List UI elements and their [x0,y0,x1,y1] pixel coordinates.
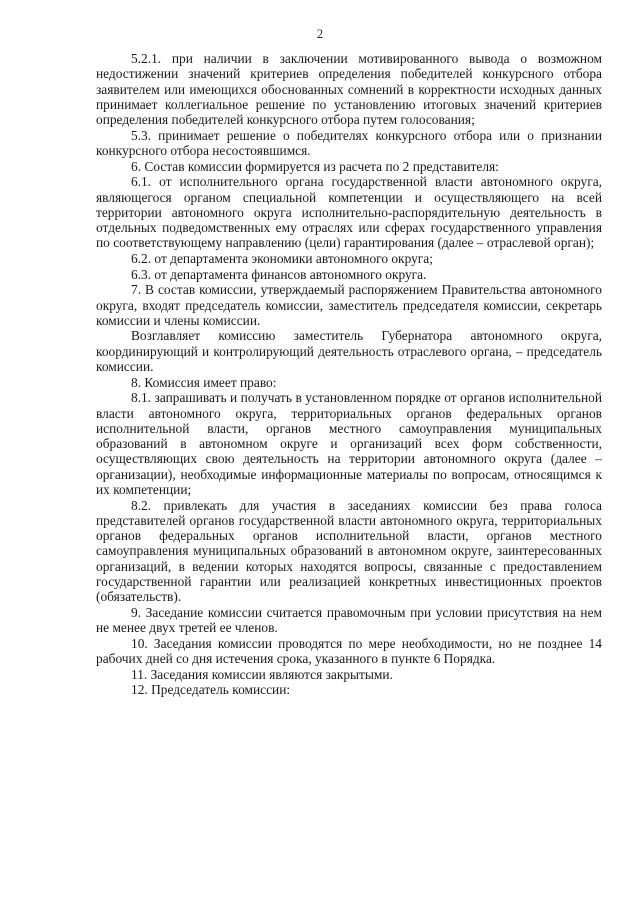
paragraph-11: 11. Заседания комиссии являются закрытыми. [131,666,393,682]
paragraph-9: 9. Заседание комиссии считается правомочным при условии присутствия на нем не менее двух третей ее членов. [96,604,602,636]
paragraph-7: 7. В состав комиссии, утверждаемый распоряжением Правительства автономного округа, входят председатель комиссии, заместитель председателя комиссии, секретарь комиссии и члены комиссии. [96,282,602,328]
paragraph-8-1: 8.1. запрашивать и получать в установленном порядке от органов исполнительной власти автономного округа, территориальных органов федеральных органов исполнительной власти, органов местного самоуправления муниципальных образований в автономном округе и организаций всех форм собственности, осуществляющих свою деятельность на территории автономного округа (далее – организации), необходимые информационные материалы по вопросам, относящимся к их компетенции; [96,390,602,497]
paragraph-8: 8. Комиссия имеет право: [131,374,277,390]
paragraph-10: 10. Заседания комиссии проводятся по мере необходимости, но не позднее 14 рабочих дней со дня истечения срока, указанного в пункте 6 Порядка. [96,635,602,667]
paragraph-6: 6. Состав комиссии формируется из расчета по 2 представителя: [131,158,499,174]
paragraph-7-chair: Возглавляет комиссию заместитель Губернатора автономного округа, координирующий и контролирующий деятельность отраслевого органа, – председатель комиссии. [96,328,602,375]
paragraph-12: 12. Председатель комиссии: [131,682,291,698]
paragraph-6-1: 6.1. от исполнительного органа государственной власти автономного округа, являющегося органом специальной компетенции и осуществляющего на всей территории автономного округа исполнительно-распорядительную деятельность в отдельных подведомственных ему отраслях или сферах государственного управления по соответствующему направлению (цели) гарантирования (далее – отраслевой орган); [96,174,602,251]
paragraph-6-3: 6.3. от департамента финансов автономного округа. [131,266,427,282]
paragraph-8-2: 8.2. привлекать для участия в заседаниях комиссии без права голоса представителей органов государственной власти автономного округа, территориальных органов федеральных органов исполнительной власти, органов местного самоуправления муниципальных образований в автономном округе, заинтересованных организаций, в ведении которых находятся вопросы, связанные с предоставлением государственной гарантии или реализацией конкретных инвестиционных проектов (обязательств). [96,497,602,605]
paragraph-6-2: 6.2. от департамента экономики автономного округа; [131,251,433,267]
page-number: 2 [316,27,324,41]
document-body [96,51,602,698]
paragraph-5-2-1: 5.2.1. при наличии в заключении мотивированного вывода о возможном недостижении значений критериев определения победителей конкурсного отбора заявителем или имеющихся обоснованных сомнений в корректности исходных данных принимает коллегиальное решение по установлению итоговых значений критериев определения победителей конкурсного отбора путем голосования; [96,51,602,128]
paragraph-5-3: 5.3. принимает решение о победителях конкурсного отбора или о признании конкурсного отбора несостоявшимся. [96,127,602,159]
